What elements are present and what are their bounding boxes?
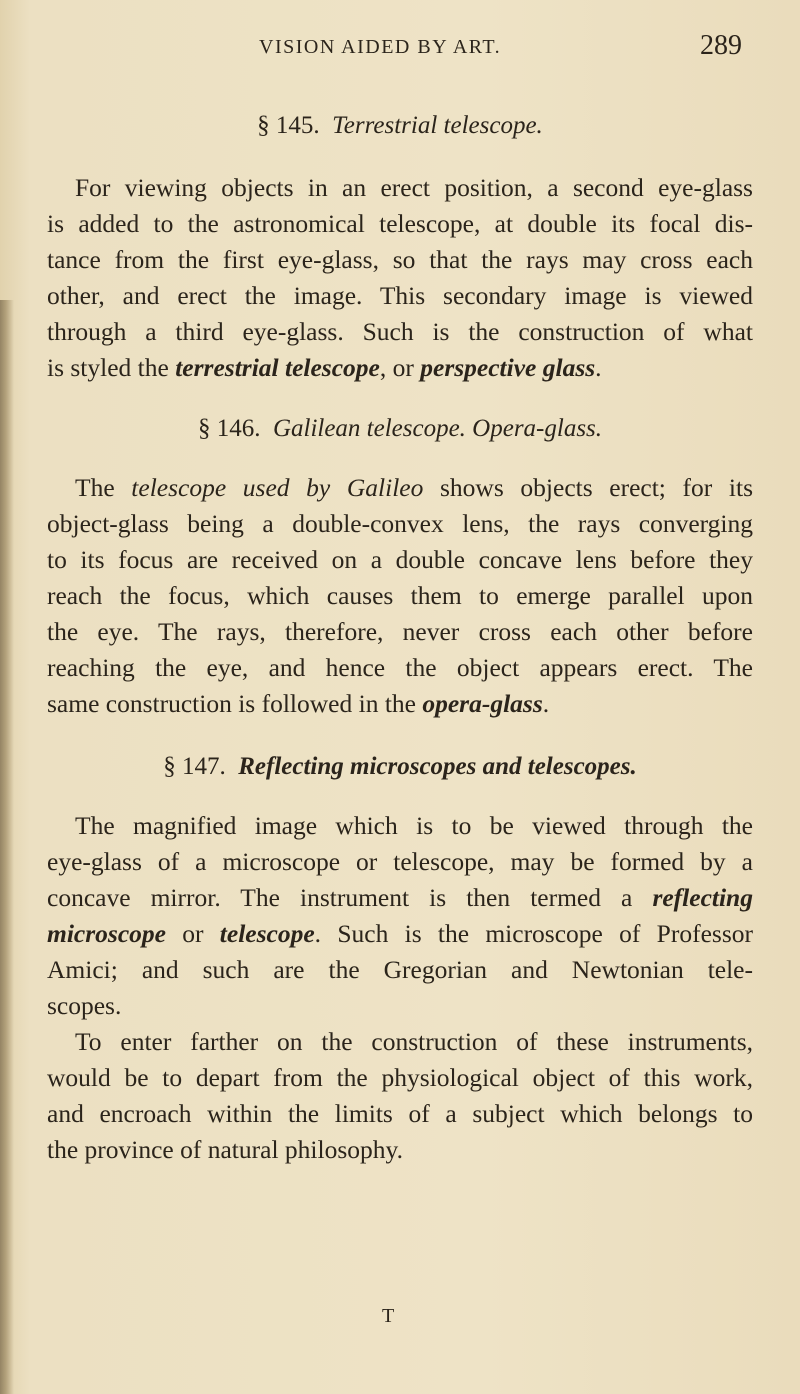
text-line: is added to the astronomical telescope, at double its focal dis-: [47, 209, 753, 238]
text-line: to its focus are received on a double concave lens before they: [47, 545, 753, 574]
section-147-paragraph: [47, 808, 753, 1024]
text-line: other, and erect the image. This secondary image is viewed: [47, 281, 753, 310]
section-145-paragraph: [47, 170, 753, 386]
text-line: reaching the eye, and hence the object appears erect. The: [47, 653, 753, 682]
section-title: Terrestrial telescope.: [332, 112, 543, 139]
section-145-heading: [0, 112, 800, 140]
text-line: the province of natural philosophy.: [47, 1135, 403, 1164]
emphasis-term: microscope: [47, 919, 166, 948]
section-title: Galilean telescope. Opera-glass.: [272, 415, 603, 442]
emphasis-term: reflecting: [652, 883, 753, 912]
text-line: the eye. The rays, therefore, never cross each other before: [47, 617, 753, 646]
text-line: through a third eye-glass. Such is the construction of what: [47, 317, 753, 346]
text-line: To enter farther on the construction of these instruments,: [75, 1027, 753, 1056]
emphasis-term: terrestrial telescope: [175, 353, 380, 382]
text-line: same construction is followed in the opera-glass.: [47, 689, 550, 718]
text-line: scopes.: [47, 991, 122, 1020]
text-line: The magnified image which is to be viewed through the: [75, 811, 753, 840]
text-line: concave mirror. The instrument is then termed a reflecting: [47, 883, 753, 912]
text-line: tance from the first eye-glass, so that the rays may cross each: [47, 245, 753, 274]
emphasis-term: perspective glass: [420, 353, 596, 382]
text-line: reach the focus, which causes them to emerge parallel upon: [47, 581, 753, 610]
section-147-heading: [0, 753, 800, 781]
text-line: is styled the terrestrial telescope, or perspective glass.: [47, 353, 602, 382]
section-number: § 147.: [163, 753, 226, 780]
text-line: would be to depart from the physiological object of this work,: [47, 1063, 753, 1092]
section-147-continuation: [47, 1024, 753, 1168]
text-line: The telescope used by Galileo shows objects erect; for its: [75, 473, 753, 502]
text-line: and encroach within the limits of a subject which belongs to: [47, 1099, 753, 1128]
emphasis-term: opera-glass: [422, 689, 543, 718]
running-head: [0, 30, 800, 70]
section-title: Reflecting microscopes and telescopes.: [238, 753, 637, 780]
section-146-heading: [0, 415, 800, 443]
emphasis-term: telescope: [219, 919, 315, 948]
text-line: microscope or telescope. Such is the microscope of Professor: [47, 919, 753, 948]
emphasis-term: telescope used by Galileo: [131, 473, 424, 502]
page-number: 289: [700, 30, 742, 61]
section-number: § 146.: [197, 415, 261, 442]
running-head-title: VISION AIDED BY ART.: [259, 36, 502, 58]
text-line: object-glass being a double-convex lens, the rays converging: [47, 509, 753, 538]
text-line: Amici; and such are the Gregorian and Newtonian tele-: [47, 955, 753, 984]
section-number: § 145.: [257, 112, 320, 139]
section-146-paragraph: [47, 470, 753, 722]
text-line: For viewing objects in an erect position, a second eye-glass: [75, 173, 753, 202]
page-gutter-shadow: [0, 300, 14, 1394]
text-line: eye-glass of a microscope or telescope, may be formed by a: [47, 847, 753, 876]
signature-mark: T: [382, 1305, 395, 1327]
